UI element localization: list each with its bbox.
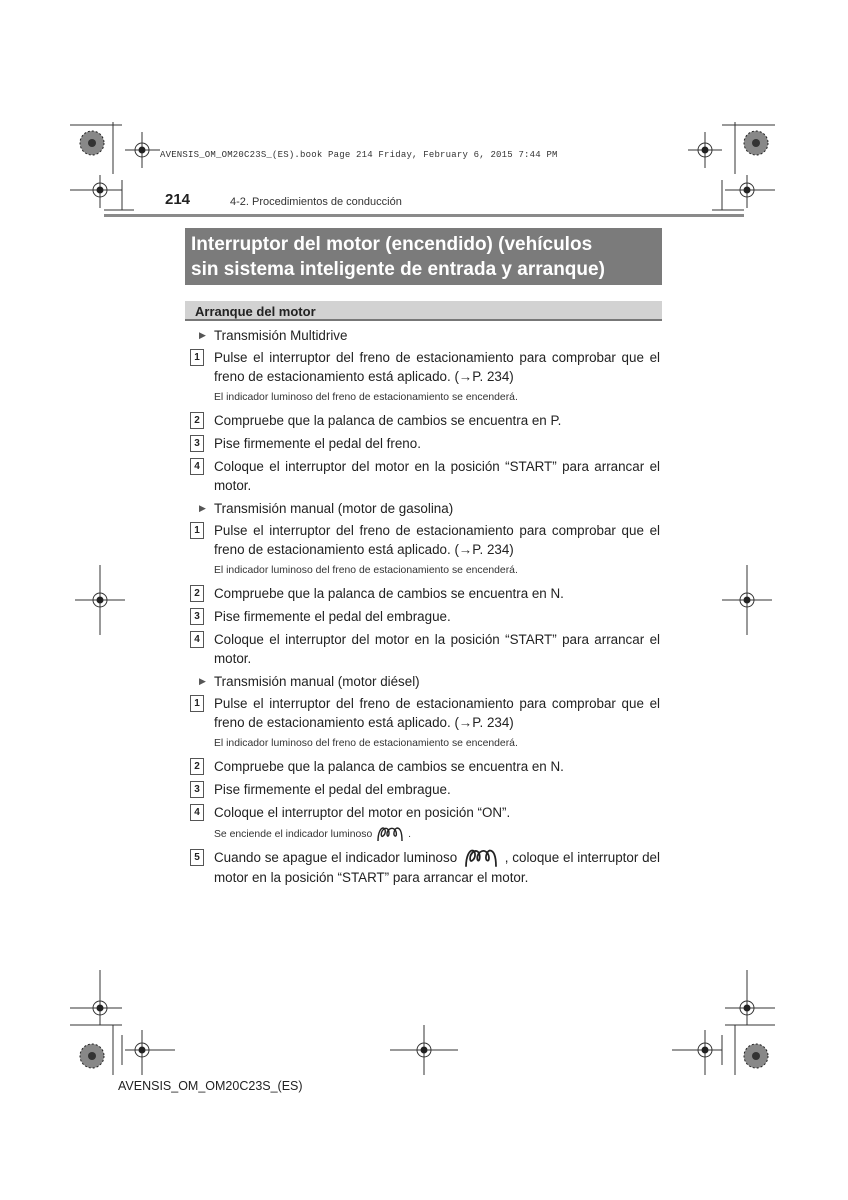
step-text: Pulse el interruptor del freno de estacionamiento para comprobar que el freno de estacionamiento está aplicado. (→P. 234) (214, 696, 660, 730)
step-text: Compruebe que la palanca de cambios se encuentra en P. (214, 413, 562, 428)
step-text: Coloque el interruptor del motor en la posición “START” para arrancar el motor. (214, 632, 660, 666)
step-number: 3 (190, 608, 204, 625)
section-title: 4-2. Procedimientos de conducción (230, 196, 402, 208)
title-line-2: sin sistema inteligente de entrada y arranque) (191, 259, 605, 280)
step-note: El indicador luminoso del freno de estacionamiento se encenderá. (214, 738, 518, 749)
step-number: 4 (190, 631, 204, 648)
group-heading (190, 326, 660, 345)
step-number: 2 (190, 758, 204, 775)
step (190, 694, 660, 732)
subheading: Arranque del motor (185, 301, 662, 321)
step (190, 434, 660, 453)
step (190, 607, 660, 626)
group-heading-text: Transmisión Multidrive (214, 328, 348, 343)
step-number: 2 (190, 585, 204, 602)
note-text: . (408, 828, 411, 840)
instructions (190, 325, 660, 891)
header-rule (104, 214, 744, 217)
step (190, 757, 660, 776)
glow-plug-indicator-icon (461, 848, 501, 868)
group-heading-text: Transmisión manual (motor diésel) (214, 674, 420, 689)
step-text: , coloque el interruptor del motor en la posición “START” para arrancar el motor. (214, 850, 660, 886)
triangle-bullet-icon: ▶ (199, 676, 206, 686)
step-number: 1 (190, 349, 204, 366)
step-text: Pise firmemente el pedal del embrague. (214, 782, 451, 797)
triangle-bullet-icon: ▶ (199, 503, 206, 513)
glow-plug-note (190, 826, 660, 842)
step-number: 3 (190, 435, 204, 452)
group-heading (190, 672, 660, 691)
print-info: AVENSIS_OM_OM20C23S_(ES).book Page 214 Friday, February 6, 2015 7:44 PM (160, 150, 558, 160)
step (190, 803, 660, 822)
step-number: 2 (190, 412, 204, 429)
step-text: Coloque el interruptor del motor en la posición “START” para arrancar el motor. (214, 459, 660, 493)
step-text: Compruebe que la palanca de cambios se encuentra en N. (214, 759, 564, 774)
step-number: 1 (190, 695, 204, 712)
title-line-1: Interruptor del motor (encendido) (vehículos (191, 234, 593, 255)
group-heading-text: Transmisión manual (motor de gasolina) (214, 501, 454, 516)
step-number: 5 (190, 849, 204, 866)
step-text: Pulse el interruptor del freno de estacionamiento para comprobar que el freno de estacionamiento está aplicado. (→P. 234) (214, 350, 660, 384)
step (190, 457, 660, 495)
step-note: El indicador luminoso del freno de estacionamiento se encenderá. (214, 565, 518, 576)
footer-book-id: AVENSIS_OM_OM20C23S_(ES) (118, 1079, 303, 1093)
step-text: Compruebe que la palanca de cambios se encuentra en N. (214, 586, 564, 601)
page-number: 214 (165, 191, 191, 208)
step-number: 1 (190, 522, 204, 539)
step-text: Pise firmemente el pedal del freno. (214, 436, 421, 451)
step (190, 348, 660, 386)
step (190, 630, 660, 668)
step-number: 3 (190, 781, 204, 798)
triangle-bullet-icon: ▶ (199, 330, 206, 340)
step-number: 4 (190, 804, 204, 821)
step-text: Pulse el interruptor del freno de estacionamiento para comprobar que el freno de estacionamiento está aplicado. (→P. 234) (214, 523, 660, 557)
step-text: Cuando se apague el indicador luminoso (214, 850, 458, 865)
page-title (185, 228, 662, 285)
step (190, 411, 660, 430)
step (190, 584, 660, 603)
step-note: El indicador luminoso del freno de estacionamiento se encenderá. (214, 392, 518, 403)
step (190, 848, 660, 887)
glow-plug-indicator-icon (375, 826, 405, 842)
step-number: 4 (190, 458, 204, 475)
step-text: Coloque el interruptor del motor en posición “ON”. (214, 805, 511, 820)
note-text: Se enciende el indicador luminoso (214, 828, 373, 840)
group-heading (190, 499, 660, 518)
step-text: Pise firmemente el pedal del embrague. (214, 609, 451, 624)
step (190, 780, 660, 799)
step (190, 521, 660, 559)
